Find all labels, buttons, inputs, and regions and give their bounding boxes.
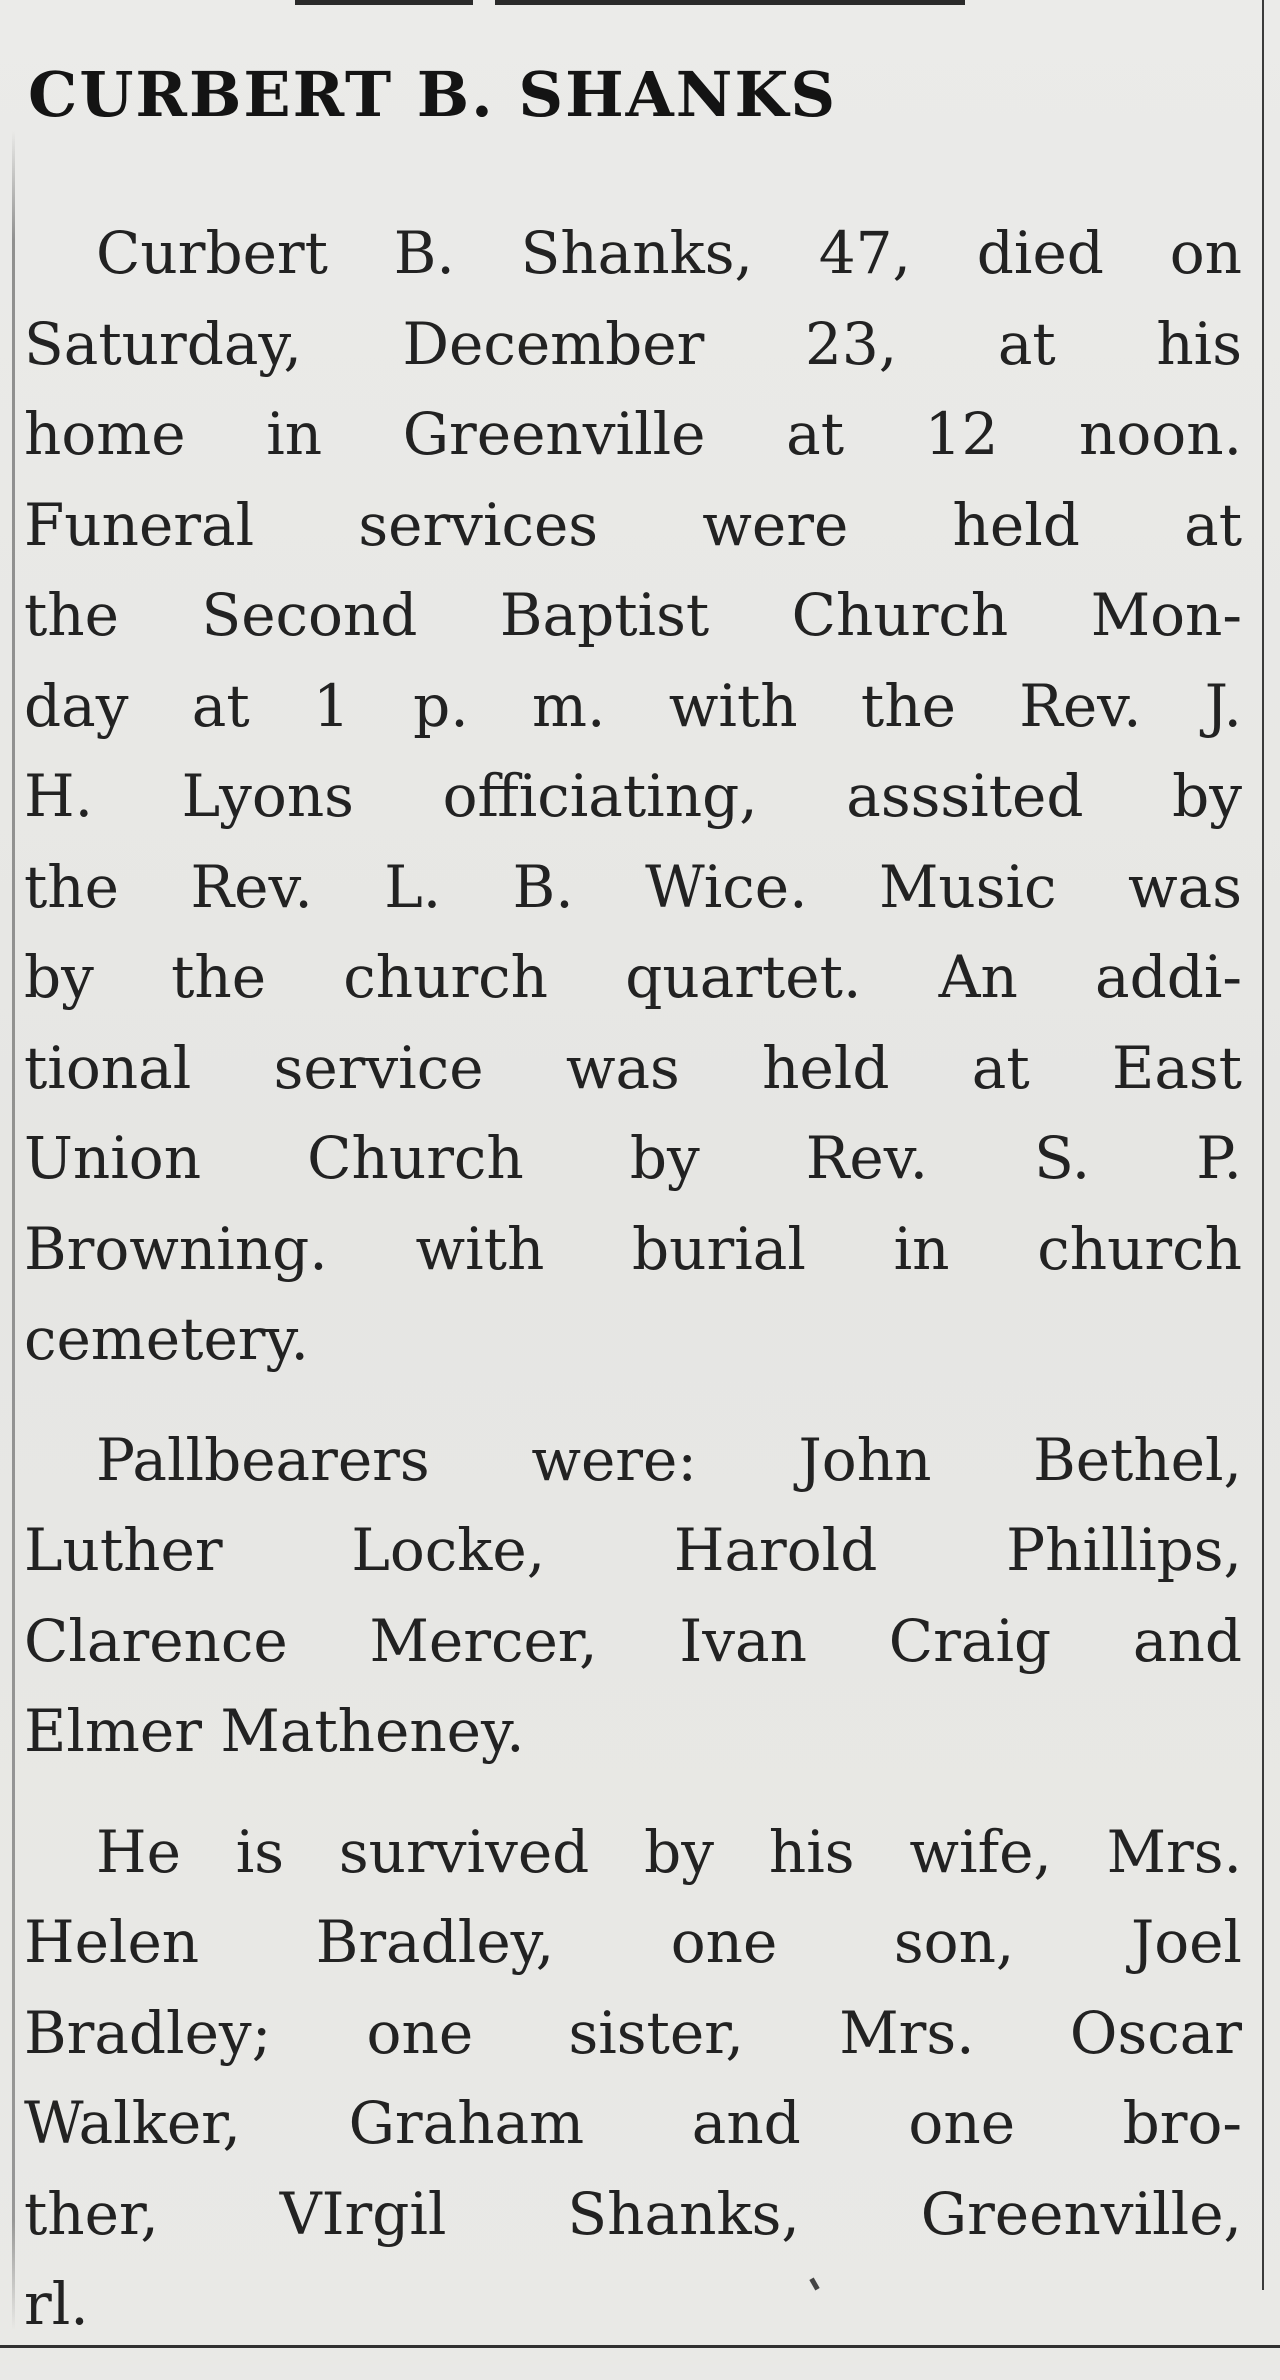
text-line: home in Greenville at 12 noon. <box>24 400 1242 468</box>
text-line: Clarence Mercer, Ivan Craig and <box>24 1606 1242 1675</box>
text-line: tional service was held at East <box>24 1033 1242 1102</box>
text-line: Elmer Matheney. <box>24 1697 525 1765</box>
text-line: H. Lyons officiating, asssited by <box>24 762 1242 830</box>
obituary-body <box>24 208 1242 2380</box>
text-line: Helen Bradley, one son, Joel <box>24 1908 1242 1976</box>
paragraph-survivors <box>24 1807 1242 2350</box>
column-left-edge <box>12 130 15 2330</box>
text-line: Browning. with burial in church <box>24 1214 1242 1283</box>
column-right-rule <box>1262 0 1264 2290</box>
text-line: Saturday, December 23, at his <box>24 309 1242 378</box>
text-line: day at 1 p. m. with the Rev. J. <box>24 671 1242 740</box>
text-line: Bradley; one sister, Mrs. Oscar <box>24 1998 1242 2067</box>
text-line: Curbert B. Shanks, 47, died on <box>96 219 1242 287</box>
text-line: Luther Locke, Harold Phillips, <box>24 1516 1242 1584</box>
paragraph-pallbearers <box>24 1415 1242 1777</box>
text-line: ther, VIrgil Shanks, Greenville, <box>24 2179 1242 2248</box>
obituary-headline: CURBERT B. SHANKS <box>28 58 838 131</box>
top-rule-left <box>295 0 473 5</box>
text-line: cemetery. <box>24 1305 309 1373</box>
text-line: the Rev. L. B. Wice. Music was <box>24 852 1242 921</box>
text-line: He is survived by his wife, Mrs. <box>96 1817 1242 1886</box>
paragraph-death-and-funeral <box>24 208 1242 1385</box>
text-line: the Second Baptist Church Mon- <box>24 581 1242 649</box>
top-rule-right <box>495 0 965 5</box>
text-line: Funeral services were held at <box>24 490 1242 559</box>
bottom-rule <box>0 2345 1280 2348</box>
text-line: Union Church by Rev. S. P. <box>24 1124 1242 1192</box>
text-line: Pallbearers were: John Bethel, <box>96 1425 1242 1494</box>
text-line: rl. <box>24 2270 89 2338</box>
text-line: by the church quartet. An addi- <box>24 943 1242 1011</box>
text-line: Walker, Graham and one bro- <box>24 2089 1242 2157</box>
